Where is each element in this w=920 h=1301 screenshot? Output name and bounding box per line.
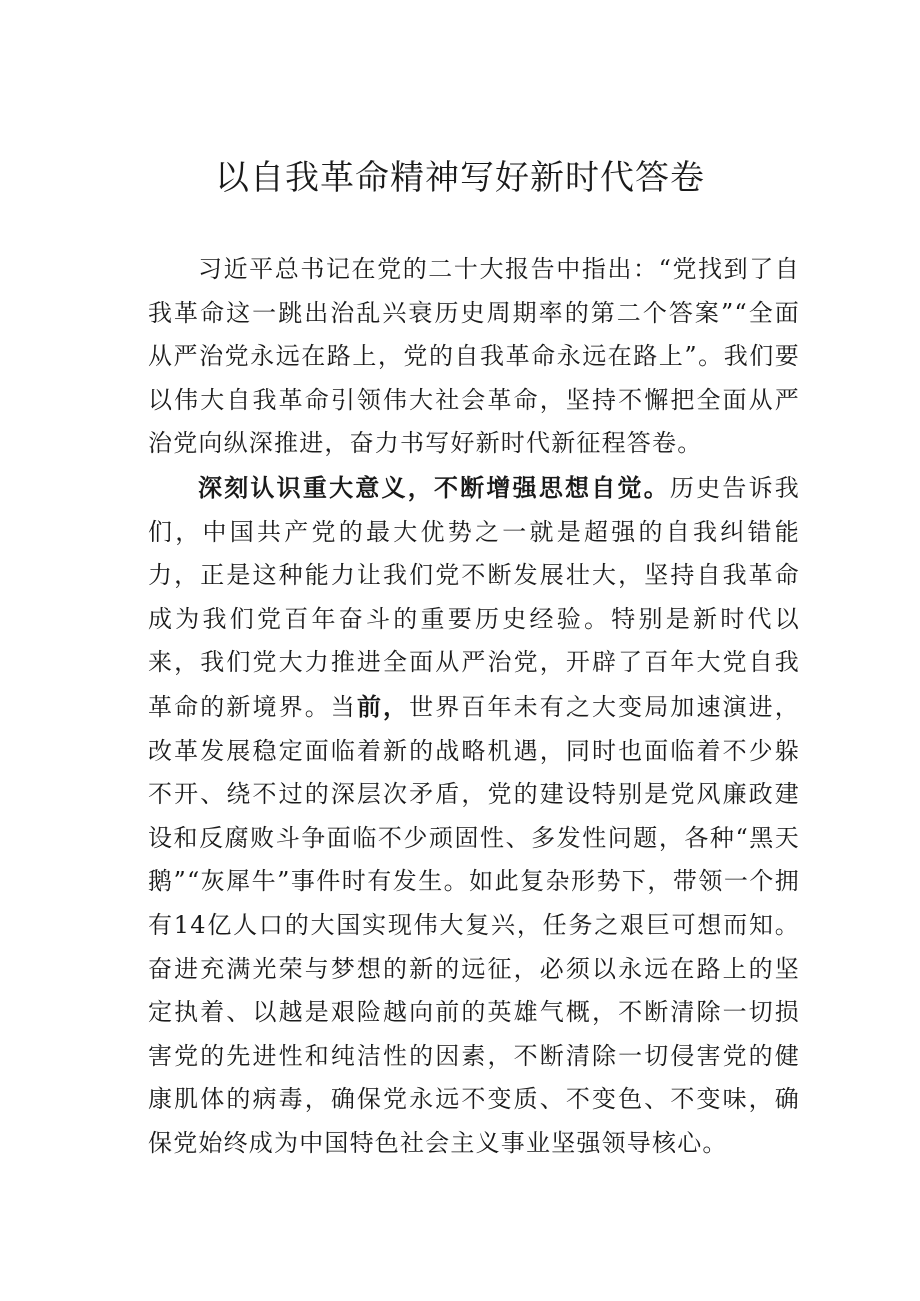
document-title: 以自我革命精神写好新时代答卷 (215, 158, 705, 198)
paragraph-intro-text: 习近平总书记在党的二十大报告中指出：“党找到了自我革命这一跳出治乱兴衰历史周期率的第二个答案”“全面从严治党永远在路上，党的自我革命永远在路上”。我们要以伟大自我革命引领伟大社会革命，坚持不懈把全面从严治党向纵深推进，奋力书写好新时代新征程答卷。 (148, 255, 800, 458)
paragraph-significance (148, 466, 800, 1166)
paragraph-significance-text-a: 历史告诉我们，中国共产党的最大优势之一就是超强的自我纠错能力，正是这种能力让我们党不断发展壮大，坚持自我革命成为我们党百年奋斗的重要历史经验。特别是新时代以来，我们党大力推进全面从严治党，开辟了百年大党自我革命的新境界。当 (148, 473, 800, 721)
paragraph-intro (148, 248, 800, 466)
paragraph-significance-emphasis: 前， (356, 691, 410, 721)
paragraph-significance-text-b: 世界百年未有之大变局加速演进，改革发展稳定面临着新的战略机遇，同时也面临着不少躲不开、绕不过的深层次矛盾，党的建设特别是党风廉政建设和反腐败斗争面临不少顽固性、多发性问题，各种“黑天鹅”“灰犀牛”事件时有发生。如此复杂形势下，带领一个拥有14亿人口的大国实现伟大复兴，任务之艰巨可想而知。奋进充满光荣与梦想的新的远征，必须以永远在路上的坚定执着、以越是艰险越向前的英雄气概，不断清除一切损害党的先进性和纯洁性的因素，不断清除一切侵害党的健康肌体的病毒，确保党永远不变质、不变色、不变味，确保党始终成为中国特色社会主义事业坚强领导核心。 (148, 692, 800, 1157)
document-body (148, 248, 800, 1165)
paragraph-lead-heading: 深刻认识重大意义，不断增强思想自觉。 (198, 472, 670, 502)
